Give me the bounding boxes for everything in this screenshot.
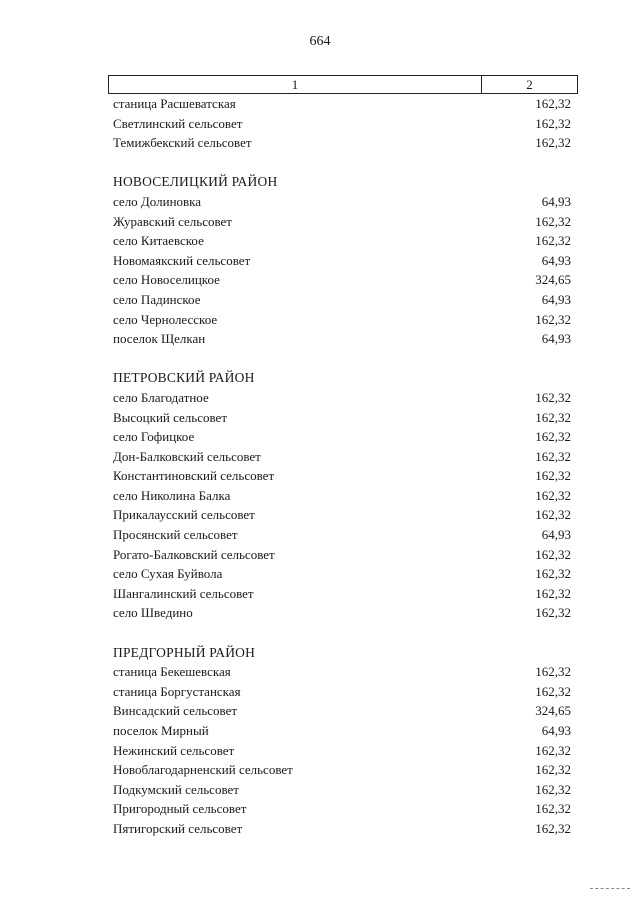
row-value: 162,32 bbox=[535, 781, 571, 797]
table-row bbox=[113, 741, 573, 761]
table-row bbox=[113, 721, 573, 741]
table-row bbox=[113, 564, 573, 584]
table-row bbox=[113, 231, 573, 251]
row-name: Рогато-Балковский сельсовет bbox=[113, 546, 275, 562]
table-row bbox=[113, 603, 573, 623]
table-row bbox=[113, 251, 573, 271]
section-gap bbox=[113, 153, 573, 173]
row-value: 162,32 bbox=[535, 233, 571, 249]
row-value: 162,32 bbox=[535, 605, 571, 621]
row-value: 162,32 bbox=[535, 507, 571, 523]
row-value: 162,32 bbox=[535, 429, 571, 445]
row-name: Винсадский сельсовет bbox=[113, 703, 238, 719]
row-value: 162,32 bbox=[535, 96, 571, 111]
row-value: 162,32 bbox=[535, 135, 571, 151]
table-row bbox=[113, 427, 573, 447]
table-row bbox=[113, 114, 573, 134]
row-value: 324,65 bbox=[535, 272, 571, 288]
table-row bbox=[113, 212, 573, 232]
row-name: Дон-Балковский сельсовет bbox=[113, 448, 261, 464]
row-value: 64,93 bbox=[541, 193, 571, 209]
table-row bbox=[113, 408, 573, 428]
table-row bbox=[113, 701, 573, 721]
row-value: 162,32 bbox=[535, 311, 571, 327]
table-row bbox=[113, 388, 573, 408]
row-value: 64,93 bbox=[541, 527, 571, 543]
row-name: Подкумский сельсовет bbox=[113, 781, 239, 797]
column-header-1: 1 bbox=[109, 76, 482, 93]
row-name: село Сухая Буйвола bbox=[113, 566, 223, 582]
row-name: село Гофицкое bbox=[113, 429, 195, 445]
row-value: 162,32 bbox=[535, 448, 571, 464]
table-row bbox=[113, 270, 573, 290]
row-name: станица Расшеватская bbox=[113, 96, 236, 111]
row-name: Просянский сельсовет bbox=[113, 527, 238, 543]
row-value: 64,93 bbox=[541, 291, 571, 307]
section-gap bbox=[113, 349, 573, 369]
table-row bbox=[113, 133, 573, 153]
row-name: Новомаякский сельсовет bbox=[113, 252, 251, 268]
row-value: 162,32 bbox=[535, 664, 571, 680]
row-value: 162,32 bbox=[535, 213, 571, 229]
row-name: село Долиновка bbox=[113, 193, 202, 209]
table-row bbox=[113, 486, 573, 506]
row-value: 64,93 bbox=[541, 252, 571, 268]
table-row bbox=[113, 799, 573, 819]
table-row bbox=[113, 525, 573, 545]
row-name: Прикалаусский сельсовет bbox=[113, 507, 255, 523]
row-name: село Чернолесское bbox=[113, 311, 218, 327]
row-name: село Новоселицкое bbox=[113, 272, 220, 288]
row-value: 162,32 bbox=[535, 546, 571, 562]
row-name: Новоблагодарненский сельсовет bbox=[113, 762, 293, 778]
row-name: поселок Мирный bbox=[113, 723, 209, 738]
row-name: Пригородный сельсовет bbox=[113, 801, 247, 817]
table-row bbox=[113, 94, 573, 114]
row-value: 162,32 bbox=[535, 585, 571, 601]
row-value: 162,32 bbox=[535, 742, 571, 758]
row-value: 162,32 bbox=[535, 487, 571, 503]
row-value: 162,32 bbox=[535, 683, 571, 699]
section-heading: НОВОСЕЛИЦКИЙ РАЙОН bbox=[113, 174, 278, 190]
row-value: 162,32 bbox=[535, 389, 571, 405]
row-name: Светлинский сельсовет bbox=[113, 115, 243, 131]
section-heading: ПРЕДГОРНЫЙ РАЙОН bbox=[113, 644, 256, 660]
table-header bbox=[108, 75, 578, 94]
row-name: станица Бекешевская bbox=[113, 664, 231, 680]
table-row bbox=[113, 466, 573, 486]
column-header-2: 2 bbox=[526, 77, 533, 92]
row-name: Темижбекский сельсовет bbox=[113, 135, 252, 151]
table-row bbox=[113, 192, 573, 212]
table-row bbox=[113, 584, 573, 604]
row-value: 162,32 bbox=[535, 468, 571, 484]
table-row bbox=[113, 545, 573, 565]
table-row bbox=[113, 682, 573, 702]
row-value: 324,65 bbox=[535, 703, 571, 719]
row-name: поселок Щелкан bbox=[113, 331, 206, 347]
row-name: станица Боргустанская bbox=[113, 683, 241, 699]
row-value: 162,32 bbox=[535, 409, 571, 425]
table-row bbox=[113, 780, 573, 800]
row-name: село Благодатное bbox=[113, 389, 209, 405]
row-value: 64,93 bbox=[541, 723, 571, 738]
row-name: село Шведино bbox=[113, 605, 193, 621]
section-heading: ПЕТРОВСКИЙ РАЙОН bbox=[113, 370, 255, 386]
table-body bbox=[113, 94, 573, 839]
page-number: 664 bbox=[309, 34, 331, 49]
row-value: 162,32 bbox=[535, 762, 571, 778]
section-gap bbox=[113, 623, 573, 643]
table-row bbox=[113, 310, 573, 330]
table-row bbox=[113, 760, 573, 780]
row-name: Шангалинский сельсовет bbox=[113, 585, 254, 601]
table-row bbox=[113, 329, 573, 349]
table-row bbox=[113, 505, 573, 525]
row-value: 162,32 bbox=[535, 801, 571, 817]
table-row bbox=[113, 819, 573, 839]
table-row bbox=[113, 447, 573, 467]
row-name: Нежинский сельсовет bbox=[113, 742, 235, 758]
row-value: 64,93 bbox=[541, 331, 571, 347]
footer-mark bbox=[590, 888, 630, 890]
row-value: 162,32 bbox=[535, 566, 571, 582]
row-value: 162,32 bbox=[535, 115, 571, 131]
row-name: село Падинское bbox=[113, 291, 201, 307]
row-name: село Николина Балка bbox=[113, 487, 231, 503]
row-name: Пятигорский сельсовет bbox=[113, 820, 243, 836]
table-row bbox=[113, 290, 573, 310]
row-value: 162,32 bbox=[535, 820, 571, 836]
row-name: Константиновский сельсовет bbox=[113, 468, 275, 484]
row-name: Высоцкий сельсовет bbox=[113, 409, 228, 425]
row-name: Журавский сельсовет bbox=[113, 213, 232, 229]
row-name: село Китаевское bbox=[113, 233, 204, 249]
table-row bbox=[113, 662, 573, 682]
